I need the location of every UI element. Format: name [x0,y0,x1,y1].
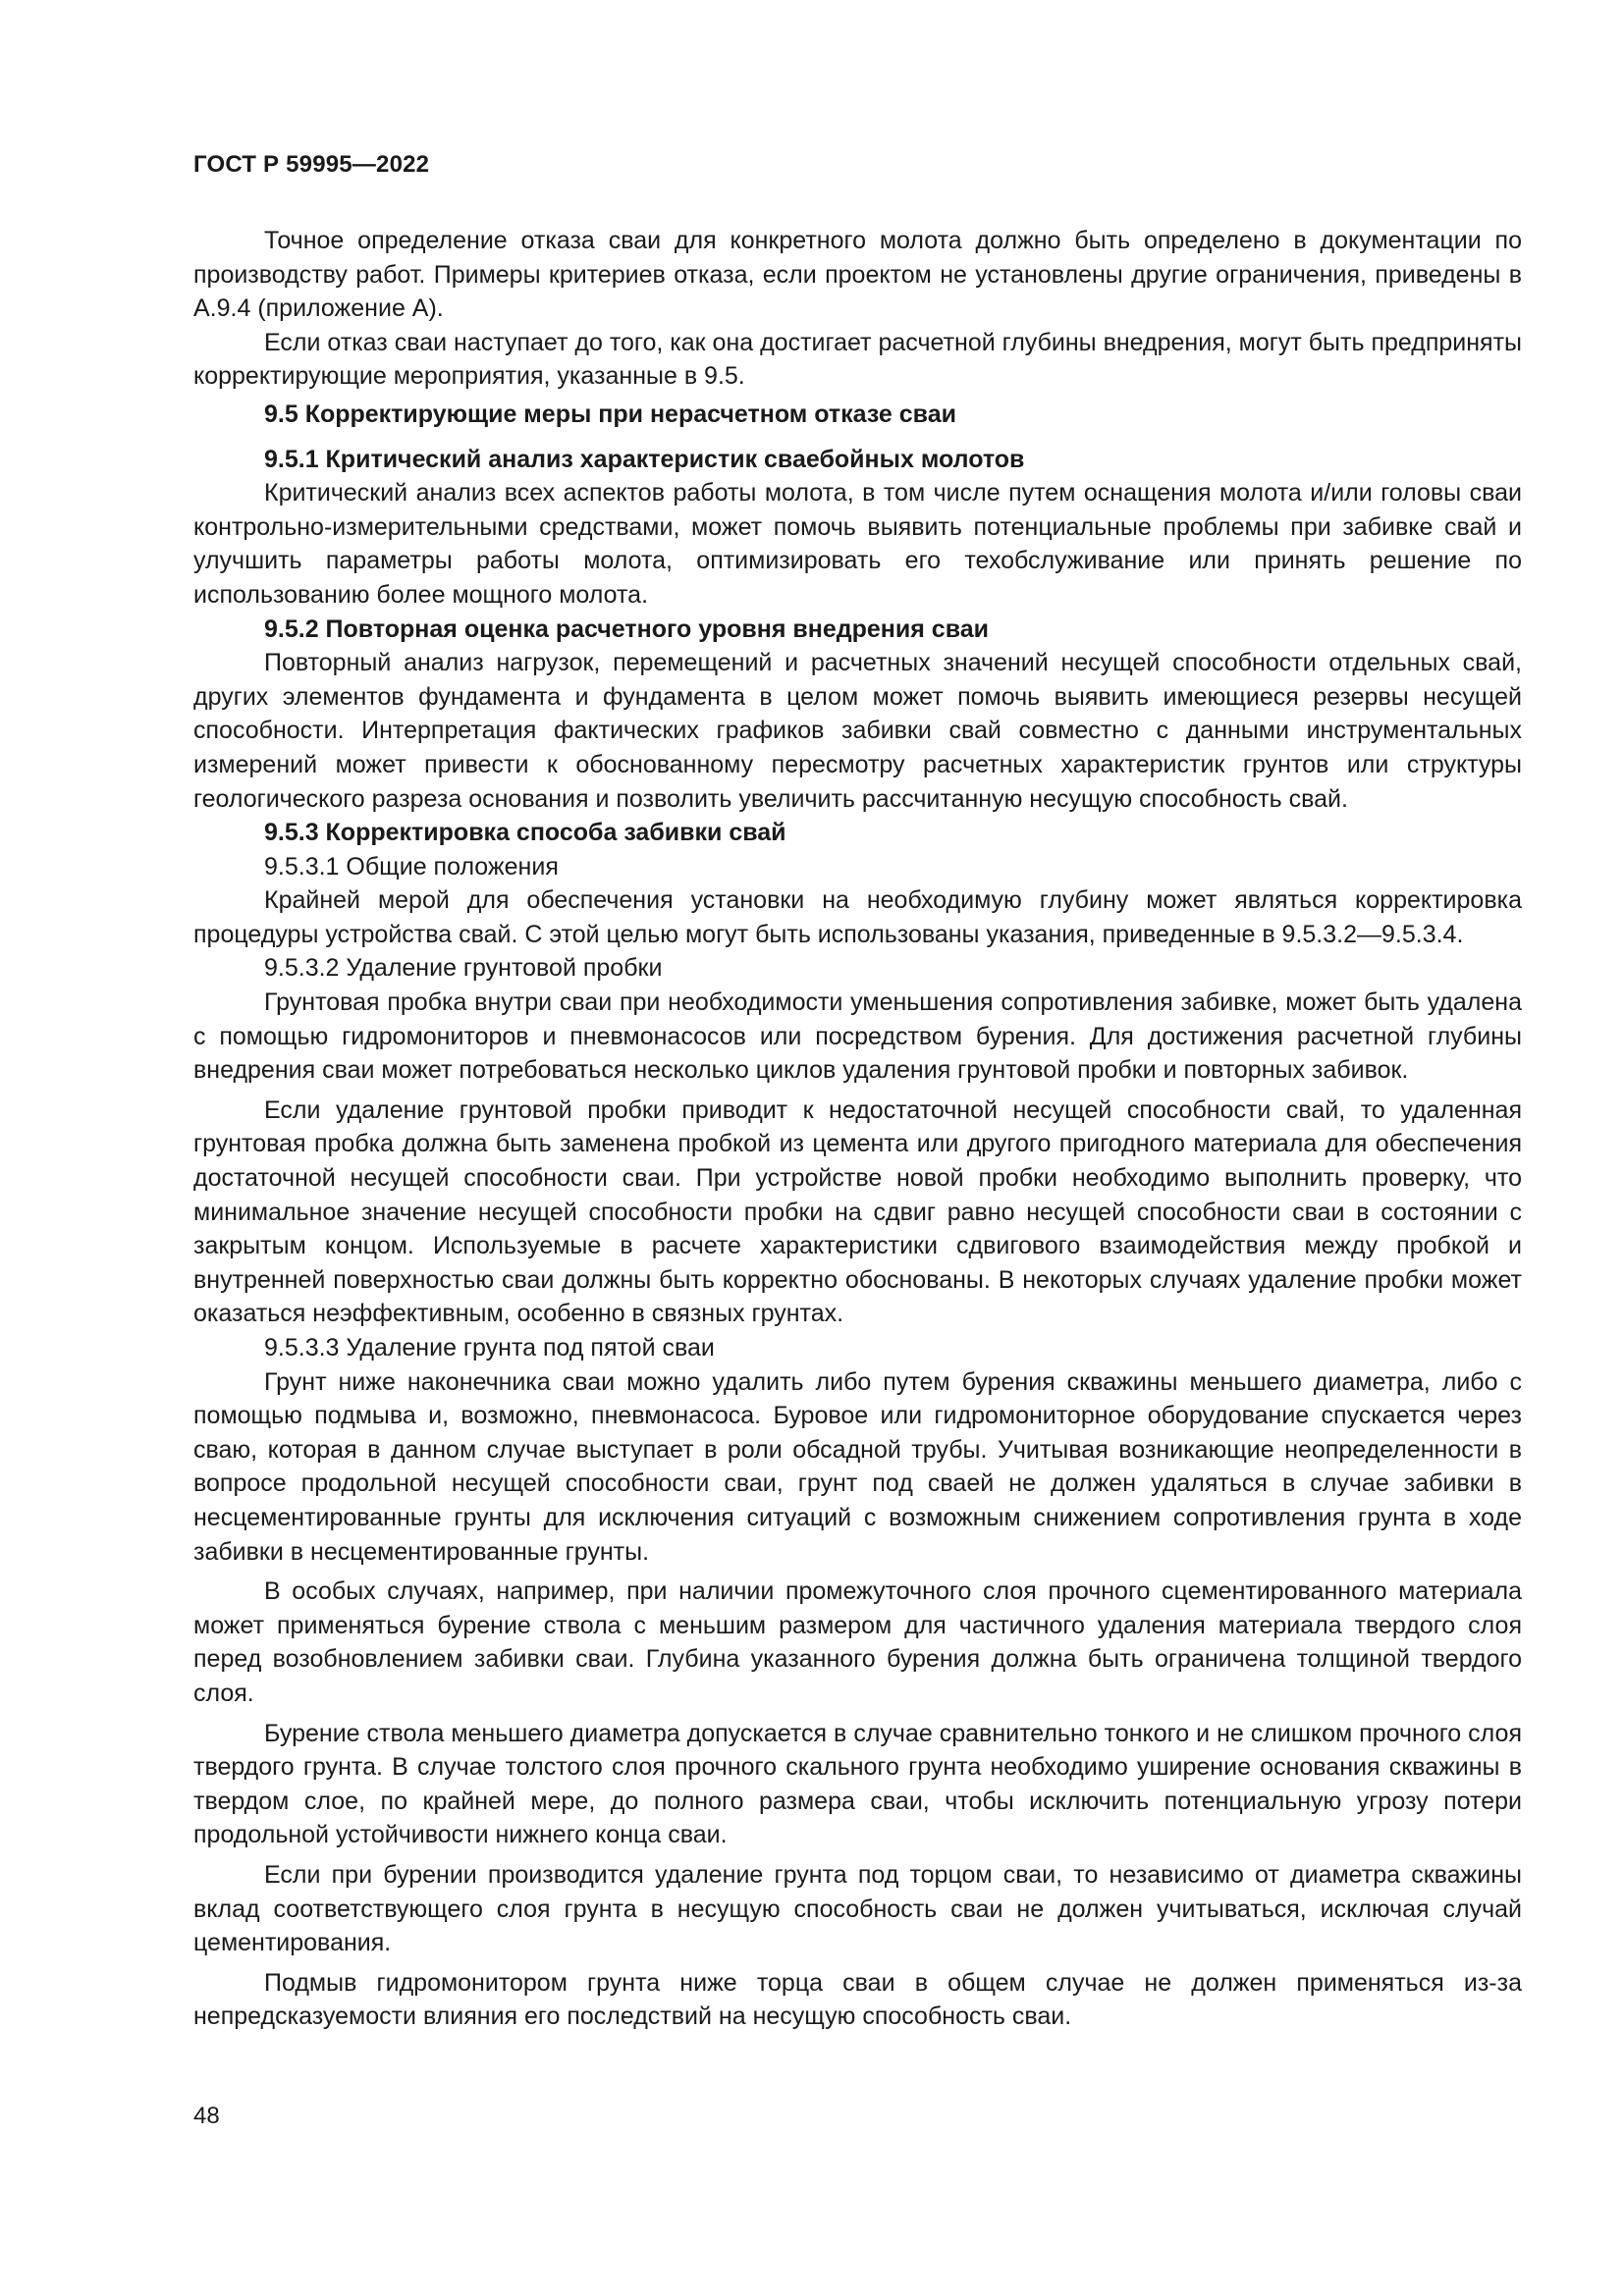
subsection-heading-9-5-3-2: 9.5.3.2 Удаление грунтовой пробки [264,954,663,983]
paragraph: Точное определение отказа сваи для конкретного молота должно быть определено в документации по производству работ. Примеры критериев отказа, если проектом не установлены другие ограничения, приведены в А.9.4 (приложение А). [193,227,1522,323]
section-heading-9-5-2: 9.5.2 Повторная оценка расчетного уровня внедрения сваи [264,614,990,643]
subsection-heading-9-5-3-3: 9.5.3.3 Удаление грунта под пятой сваи [264,1334,715,1362]
paragraph: Грунтовая пробка внутри сваи при необходимости уменьшения сопротивления забивке, может быть удалена с помощью гидромониторов и пневмонасосов или посредством бурения. Для достижения расчетной глубины внедрения сваи может потребоваться несколько циклов удаления грунтовой пробки и повторных забивок. [193,988,1522,1085]
paragraph: Если при бурении производится удаление грунта под торцом сваи, то независимо от диаметра скважины вклад соответствующего слоя грунта в несущую способность сваи не должен учитываться, исключая случай цементирования. [193,1860,1522,1957]
paragraph: Крайней мерой для обеспечения установки на необходимую глубину может являться корректировка процедуры устройства свай. С этой целью могут быть использованы указания, приведенные в 9.5.3.2—9.5.3.4. [193,886,1522,948]
paragraph: Бурение ствола меньшего диаметра допускается в случае сравнительно тонкого и не слишком прочного слоя твердого грунта. В случае толстого слоя прочного скального грунта необходимо уширение основания скважины в твердом слое, по крайней мере, до полного размера сваи, чтобы исключить потенциальную угрозу потери продольной устойчивости нижнего конца сваи. [193,1719,1522,1849]
section-heading-9-5: 9.5 Корректирующие меры при нерасчетном отказе сваи [264,400,956,428]
paragraph: Грунт ниже наконечника сваи можно удалить либо путем бурения скважины меньшего диаметра, либо с помощью подмыва и, возможно, пневмонасоса. Буровое или гидромониторное оборудование спускается через сваю, которая в данном случае выступает в роли обсадной трубы. Учитывая возникающие неопределенности в вопросе продольной несущей способности сваи, грунт под сваей не должен удаляться в случае забивки в несцементированные грунты для исключения ситуаций с возможным снижением сопротивления грунта в ходе забивки в несцементированные грунты. [193,1367,1522,1566]
subsection-heading-9-5-3-1: 9.5.3.1 Общие положения [264,852,559,881]
paragraph: Если удаление грунтовой пробки приводит к недостаточной несущей способности свай, то удаленная грунтовая пробка должна быть заменена пробкой из цемента или другого пригодного материала для обеспечения достаточной несущей способности сваи. При устройстве новой пробки необходимо выполнить проверку, что минимальное значение несущей способности пробки на сдвиг равно несущей способности сваи в состоянии с закрытым концом. Используемые в расчете характеристики сдвигового взаимодействия между пробкой и внутренней поверхностью сваи должны быть корректно обоснованы. В некоторых случаях удаление пробки может оказаться неэффективным, особенно в связных грунтах. [193,1095,1522,1328]
page-number: 48 [193,2103,220,2129]
section-heading-9-5-3: 9.5.3 Корректировка способа забивки свай [264,819,786,847]
section-heading-9-5-1: 9.5.1 Критический анализ характеристик сваебойных молотов [264,445,1025,473]
document-body [193,224,1522,2034]
paragraph: Критический анализ всех аспектов работы молота, в том числе путем оснащения молота и/или головы сваи контрольно-измерительными средствами, может помочь выявить потенциальные проблемы при забивке свай и улучшить параметры работы молота, оптимизировать его техобслуживание или принять решение по использованию более мощного молота. [193,479,1522,609]
document-header: ГОСТ Р 59995—2022 [193,151,430,178]
paragraph: Повторный анализ нагрузок, перемещений и расчетных значений несущей способности отдельных свай, других элементов фундамента и фундамента в целом может помочь выявить имеющиеся резервы несущей способности. Интерпретация фактических графиков забивки свай совместно с данными инструментальных измерений может привести к обоснованному пересмотру расчетных характеристик грунтов или структуры геологического разреза основания и позволить увеличить рассчитанную несущую способность свай. [193,649,1522,813]
paragraph: Подмыв гидромонитором грунта ниже торца сваи в общем случае не должен применяться из-за непредсказуемости влияния его последствий на несущую способность сваи. [193,1968,1522,2031]
paragraph: Если отказ сваи наступает до того, как она достигает расчетной глубины внедрения, могут быть предприняты корректирующие мероприятия, указанные в 9.5. [193,328,1522,391]
paragraph: В особых случаях, например, при наличии промежуточного слоя прочного сцементированного материала может применяться бурение ствола с меньшим размером для частичного удаления материала твердого слоя перед возобновлением забивки сваи. Глубина указанного бурения должна быть ограничена толщиной твердого слоя. [193,1577,1522,1707]
